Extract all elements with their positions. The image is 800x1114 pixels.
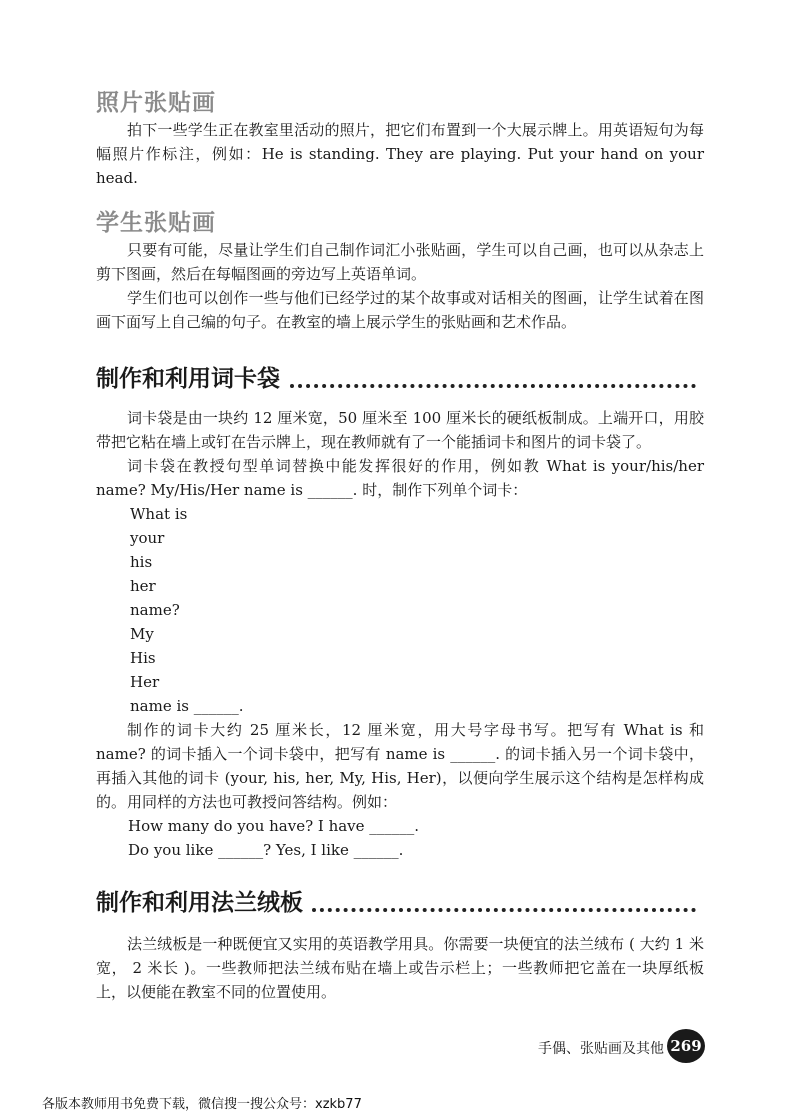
word-card-item: name is ______. [130, 697, 244, 715]
section-heading-student-collage: 学生张贴画 [96, 210, 216, 236]
page-number-badge: 269 [667, 1029, 705, 1063]
paragraph-student-collage-1: 只要有可能，尽量让学生们自己制作词汇小张贴画，学生可以自己画，也可以从杂志上剪下图画，然后在每幅图画的旁边写上英语单词。 [96, 241, 704, 283]
paragraph-word-card-2: 词卡袋在教授句型单词替换中能发挥很好的作用，例如教 What is your/his/her name? My/His/Her name is ______. 时，制作下列单个词卡： [96, 457, 704, 499]
bottom-note: 各版本教师用书免费下载，微信搜一搜公众号：xzkb77 [42, 1097, 362, 1112]
footer-chapter-label: 手偶、张贴画及其他 [538, 1041, 664, 1057]
word-card-item: your [130, 529, 165, 547]
word-card-item: His [130, 649, 156, 667]
word-card-item: name? [130, 601, 180, 619]
word-card-item: My [130, 625, 154, 643]
example-sentence: Do you like ______? Yes, I like ______. [128, 841, 404, 859]
section-heading-flannel-board: 制作和利用法兰绒板 [96, 890, 303, 916]
example-sentence: How many do you have? I have ______. [128, 817, 420, 835]
paragraph-photo-collage: 拍下一些学生正在教室里活动的照片，把它们布置到一个大展示牌上。用英语短句为每幅照片作标注，例如：He is standing. They are playing. Put your hand on your head. [96, 121, 704, 187]
paragraph-word-card-1: 词卡袋是由一块约 12 厘米宽，50 厘米至 100 厘米长的硬纸板制成。上端开口，用胶带把它粘在墙上或钉在告示牌上，现在教师就有了一个能插词卡和图片的词卡袋了。 [96, 409, 704, 451]
word-card-item: his [130, 553, 153, 571]
paragraph-flannel-board: 法兰绒板是一种既便宜又实用的英语教学用具。你需要一块便宜的法兰绒布 ( 大约 1 米宽， 2 米长 )。一些教师把法兰绒布贴在墙上或告示栏上；一些教师把它盖在一块厚纸板上，以便能在教室不同的位置使用。 [96, 935, 704, 1001]
heading-dotted-rule [312, 908, 696, 912]
paragraph-student-collage-2: 学生们也可以创作一些与他们已经学过的某个故事或对话相关的图画，让学生试着在图画下面写上自己编的句子。在教室的墙上展示学生的张贴画和艺术作品。 [96, 289, 704, 331]
section-heading-word-card-pocket: 制作和利用词卡袋 [96, 366, 280, 392]
word-card-item: What is [130, 505, 188, 523]
word-card-item: her [130, 577, 156, 595]
paragraph-word-card-4: 用同样的方法也可教授问答结构。例如： [127, 793, 398, 811]
word-card-item: Her [130, 673, 160, 691]
heading-dotted-rule [290, 384, 696, 388]
section-heading-photo-collage: 照片张贴画 [96, 90, 216, 116]
paragraph-word-card-3: 制作的词卡大约 25 厘米长，12 厘米宽，用大号字母书写。把写有 What is 和 name? 的词卡插入一个词卡袋中，把写有 name is ______. 的词卡插入另一个词卡袋中，再插入其他的词卡 (your, his, her, My, His, Her)，以便向学生展示这个结构是怎样构成的。 [96, 721, 704, 811]
